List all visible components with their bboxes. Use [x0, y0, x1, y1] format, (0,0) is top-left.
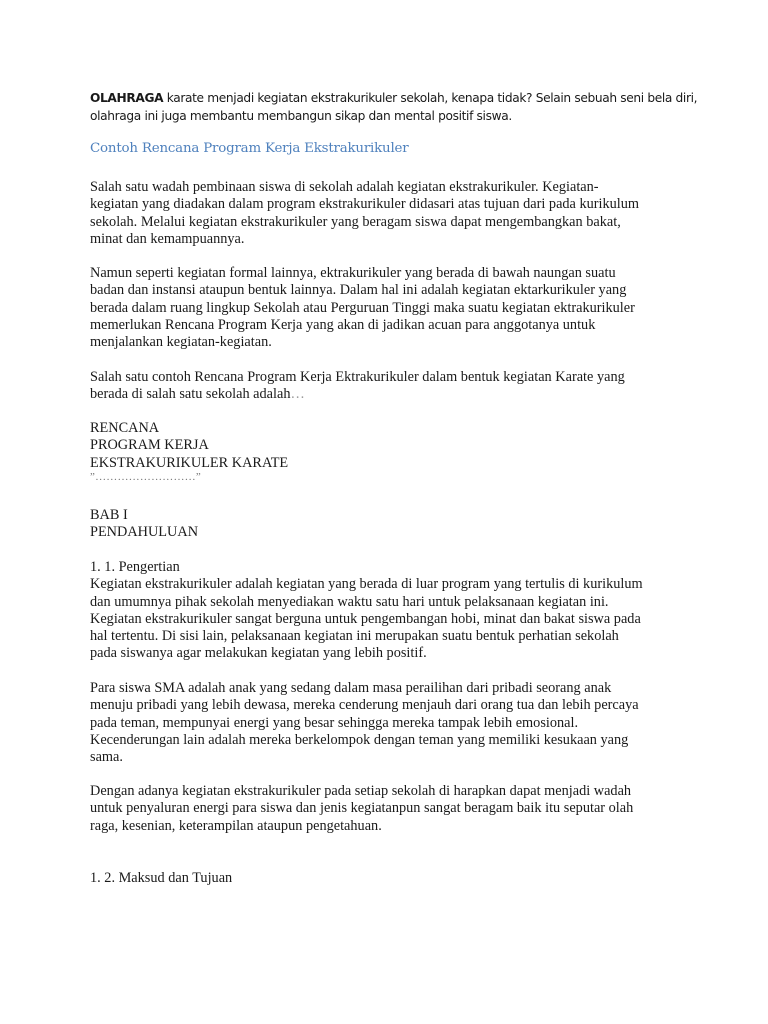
- paragraph-line: badan dan instansi ataupun bentuk lainnya. Dalam hal ini adalah kegiatan ektarkurikuler yang: [90, 282, 627, 299]
- paragraph-line: Kecenderungan lain adalah mereka berkelompok dengan teman yang memiliki kesukaan yang: [90, 731, 629, 748]
- chapter-number: BAB I: [90, 507, 128, 523]
- paragraph-line: Dengan adanya kegiatan ekstrakurikuler pada setiap sekolah di harapkan dapat menjadi wadah: [90, 783, 632, 799]
- paragraph-line: berada dalam ruang lingkup Sekolah atau Perguruan Tinggi maka suatu kegiatan ektrakurikuler: [90, 299, 635, 316]
- intro-paragraph: [90, 89, 698, 125]
- intro-lead-word: OLAHRAGA: [90, 91, 164, 105]
- paragraph-line: Salah satu wadah pembinaan siswa di sekolah adalah kegiatan ekstrakurikuler. Kegiatan-: [90, 179, 599, 195]
- title-line: EKSTRAKURIKULER KARATE: [90, 454, 289, 471]
- section-maksud-tujuan: [90, 870, 685, 887]
- paragraph-5: [90, 783, 685, 835]
- intro-line-rest: karate menjadi kegiatan ekstrakurikuler sekolah, kenapa tidak? Selain sebuah seni bela diri,: [163, 91, 698, 105]
- paragraph-line: dan umumnya pihak sekolah menyediakan waktu satu hari untuk pelaksanaan kegiatan ini.: [90, 593, 609, 610]
- paragraph-4: [90, 680, 685, 766]
- paragraph-line: sekolah. Melalui kegiatan ekstrakurikuler yang beragam siswa dapat mengembangkan bakat,: [90, 213, 621, 230]
- paragraph-line: pada siswanya agar melakukan kegiatan yang lebih positif.: [90, 645, 427, 662]
- section-heading: Contoh Rencana Program Kerja Ekstrakurikuler: [90, 141, 409, 156]
- program-title-block: [90, 420, 685, 483]
- chapter-title: PENDAHULUAN: [90, 524, 199, 541]
- paragraph-line: menuju pribadi yang lebih dewasa, mereka cenderung menjauh dari orang tua dan lebih percaya: [90, 697, 639, 714]
- paragraph-line: minat dan kemampuannya.: [90, 230, 245, 247]
- paragraph-line: Para siswa SMA adalah anak yang sedang dalam masa perailihan dari pribadi seorang anak: [90, 680, 612, 696]
- paragraph-line: Kegiatan ekstrakurikuler sangat berguna untuk pengembangan hobi, minat dan bakat siswa pada: [90, 610, 641, 627]
- subsection-title: 1. 1. Pengertian: [90, 559, 180, 575]
- paragraph-3: [90, 369, 685, 404]
- title-line: PROGRAM KERJA: [90, 437, 209, 454]
- ellipsis-mark: …: [290, 386, 305, 403]
- paragraph-2: [90, 265, 685, 351]
- paragraph-line: pada teman, mempunyai energi yang besar sehingga mereka tampak lebih emosional.: [90, 714, 579, 731]
- intro-line: olahraga ini juga membantu membangun sikap dan mental positif siswa.: [90, 109, 512, 123]
- paragraph-text: berada di salah satu sekolah adalah: [90, 386, 291, 403]
- intro-line: [90, 89, 698, 107]
- school-name-placeholder: ”………………………”: [90, 470, 201, 483]
- paragraph-line: hal tertentu. Di sisi lain, pelaksanaan kegiatan ini merupakan suatu bentuk perhatian sekolah: [90, 628, 619, 645]
- section-pengertian: [90, 559, 685, 663]
- paragraph-line: untuk penyaluran energi para siswa dan jenis kegiatanpun sangat beragam baik itu seputar olah: [90, 800, 634, 817]
- paragraph-line: Kegiatan ekstrakurikuler adalah kegiatan yang berada di luar program yang tertulis di kurikulum: [90, 576, 643, 593]
- paragraph-line: Salah satu contoh Rencana Program Kerja Ektrakurikuler dalam bentuk kegiatan Karate yang: [90, 369, 625, 385]
- paragraph-line: sama.: [90, 749, 123, 766]
- paragraph-line: [90, 386, 685, 403]
- paragraph-line: memerlukan Rencana Program Kerja yang akan di jadikan acuan para anggotanya untuk: [90, 316, 596, 333]
- chapter-heading: [90, 507, 685, 542]
- paragraph-line: raga, kesenian, keterampilan ataupun pengetahuan.: [90, 817, 382, 834]
- paragraph-line: menjalankan kegiatan-kegiatan.: [90, 334, 272, 351]
- subsection-title: 1. 2. Maksud dan Tujuan: [90, 870, 233, 886]
- title-line: RENCANA: [90, 420, 160, 436]
- paragraph-1: [90, 179, 685, 248]
- paragraph-line: Namun seperti kegiatan formal lainnya, ektrakurikuler yang berada di bawah naungan suatu: [90, 265, 616, 281]
- paragraph-line: kegiatan yang diadakan dalam program ekstrakurikuler didasari atas tujuan dari pada kurikulum: [90, 196, 640, 213]
